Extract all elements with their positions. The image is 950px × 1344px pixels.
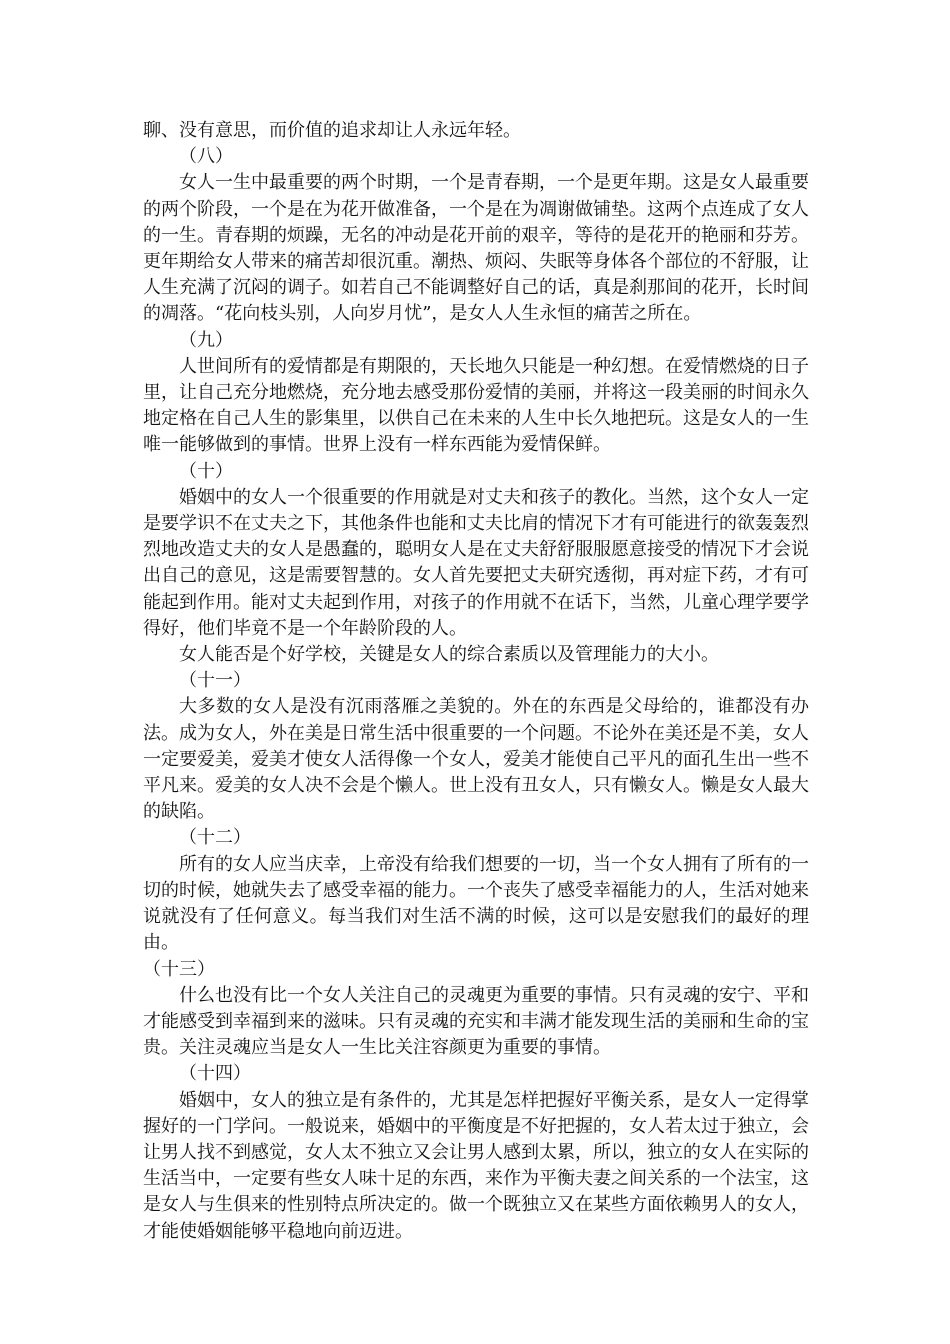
paragraph: 女人能否是个好学校，关键是女人的综合素质以及管理能力的大小。 [179,644,719,666]
paragraph: 大多数的女人是没有沉雨落雁之美貌的。外在的东西是父母给的，谁都没有办法。成为女人，外在美是日常生活中很重要的一个问题。不论外在美还是不美，女人一定要爱美，爱美才使女人活得像一个女人，爱美才能使自己平凡的面孔生出一些不平凡来。爱美的女人决不会是个懒人。世上没有丑女人，只有懒女人。懒是女人最大的缺陷。 [143,696,809,823]
document-body [143,118,809,1245]
paragraph: 婚姻中的女人一个很重要的作用就是对丈夫和孩子的教化。当然，这个女人一定是要学识不在丈夫之下，其他条件也能和丈夫比肩的情况下才有可能进行的欲轰轰烈烈地改造丈夫的女人是愚蠢的，聪明女人是在丈夫舒舒服服愿意接受的情况下才会说出自己的意见，这是需要智慧的。女人首先要把丈夫研究透彻，再对症下药，才有可能起到作用。能对丈夫起到作用，对孩子的作用就不在话下，当然，儿童心理学要学得好，他们毕竟不是一个年龄阶段的人。 [143,486,809,639]
section-heading-13: （十三） [143,958,215,980]
section-heading-8: （八） [179,146,233,168]
paragraph: 什么也没有比一个女人关注自己的灵魂更为重要的事情。只有灵魂的安宁、平和才能感受到幸福到来的滋味。只有灵魂的充实和丰满才能发现生活的美丽和生命的宝贵。关注灵魂应当是女人一生比关注容颜更为重要的事情。 [143,984,809,1059]
section-heading-14: （十四） [179,1063,251,1085]
paragraph: 女人一生中最重要的两个时期，一个是青春期，一个是更年期。这是女人最重要的两个阶段，一个是在为花开做准备，一个是在为凋谢做铺垫。这两个点连成了女人的一生。青春期的烦躁，无名的冲动是花开前的艰辛，等待的是花开的艳丽和芬芳。更年期给女人带来的痛苦却很沉重。潮热、烦闷、失眠等身体各个部位的不舒服，让人生充满了沉闷的调子。如若自己不能调整好自己的话，真是刹那间的花开，长时间的凋落。“花向枝头别，人向岁月忧”，是女人人生永恒的痛苦之所在。 [143,172,809,325]
paragraph: 所有的女人应当庆幸，上帝没有给我们想要的一切，当一个女人拥有了所有的一切的时候，她就失去了感受幸福的能力。一个丧失了感受幸福能力的人，生活对她来说就没有了任何意义。每当我们对生活不满的时候，这可以是安慰我们的最好的理由。 [143,853,809,954]
section-heading-9: （九） [179,329,233,351]
paragraph: 人世间所有的爱情都是有期限的，天长地久只能是一种幻想。在爱情燃烧的日子里，让自己充分地燃烧，充分地去感受那份爱情的美丽，并将这一段美丽的时间永久地定格在自己人生的影集里，以供自己在未来的人生中长久地把玩。这是女人的一生唯一能够做到的事情。世界上没有一样东西能为爱情保鲜。 [143,355,809,456]
section-heading-10: （十） [179,460,233,482]
paragraph-continued: 聊、没有意思，而价值的追求却让人永远年轻。 [143,120,521,141]
section-heading-11: （十一） [179,670,251,692]
section-heading-12: （十二） [179,827,251,849]
paragraph: 婚姻中，女人的独立是有条件的，尤其是怎样把握好平衡关系，是女人一定得掌握好的一门学问。一般说来，婚姻中的平衡度是不好把握的，女人若太过于独立，会让男人找不到感觉，女人太不独立又会让男人感到太累，所以，独立的女人在实际的生活当中，一定要有些女人味十足的东西，来作为平衡夫妻之间关系的一个法宝，这是女人与生俱来的性别特点所决定的。做一个既独立又在某些方面依赖男人的女人，才能使婚姻能够平稳地向前迈进。 [143,1089,809,1242]
